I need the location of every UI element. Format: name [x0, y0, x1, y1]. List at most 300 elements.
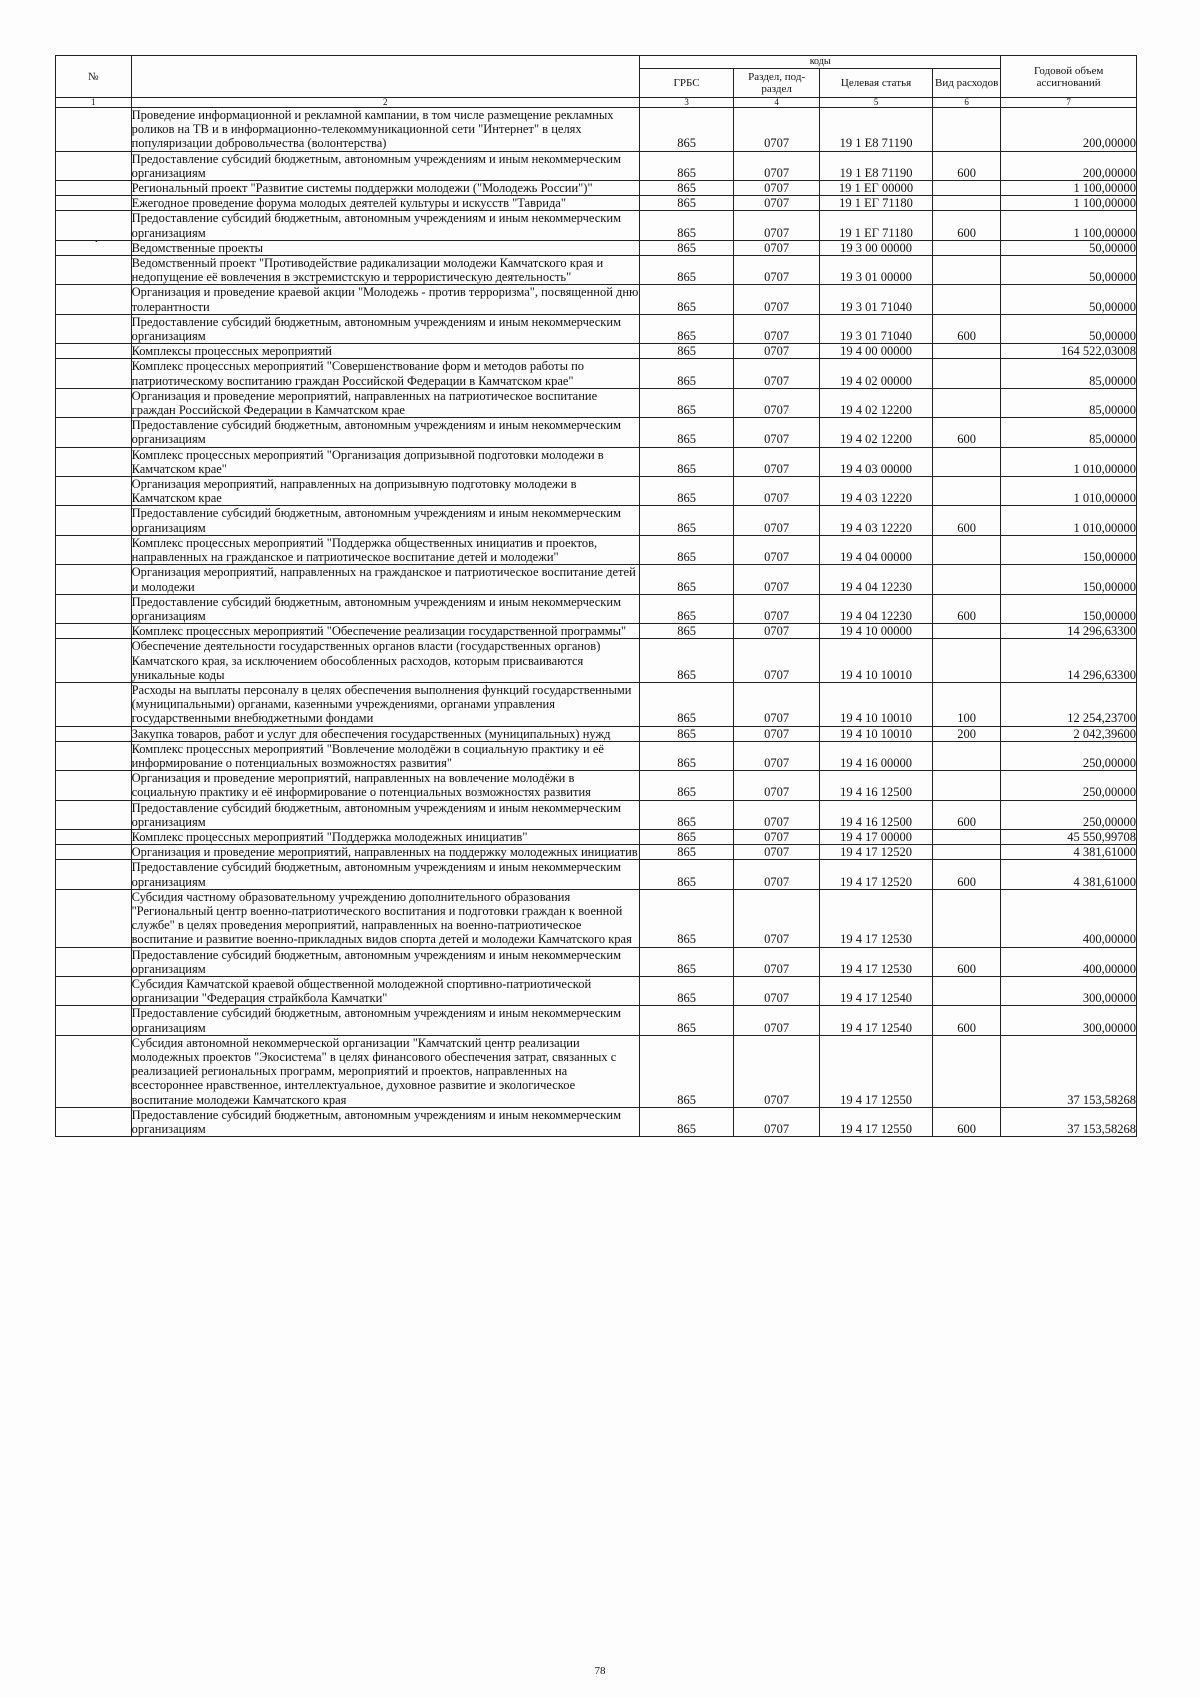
- cell-rz: 0707: [734, 285, 820, 314]
- cell-rz: 0707: [734, 344, 820, 359]
- cell-name: Предоставление субсидий бюджетным, автономным учреждениям и иным некоммерческим организациям: [131, 947, 639, 976]
- cell-cs: 19 4 10 10010: [820, 682, 933, 726]
- cell-name: Предоставление субсидий бюджетным, автономным учреждениям и иным некоммерческим организациям: [131, 1006, 639, 1035]
- cell-sum: 250,00000: [1001, 771, 1137, 800]
- cell-grbs: 865: [639, 726, 733, 741]
- cell-vr: [932, 1035, 1000, 1107]
- table-row: [56, 477, 1137, 506]
- cell-cs: 19 4 03 12220: [820, 506, 933, 535]
- colnum: 3: [639, 98, 733, 108]
- header-grbs: ГРБС: [639, 69, 733, 98]
- cell-rz: 0707: [734, 211, 820, 240]
- cell-vr: [932, 565, 1000, 594]
- cell-name: Субсидия частному образовательному учреждению дополнительного образования "Региональный центр военно-патриотического воспитания и подготовки граждан к военной службе" в целях проведения мероприятий, направленных на военно-патриотическое воспитание и развитие военно-прикладных видов спорта детей и молодежи Камчатского края: [131, 889, 639, 947]
- cell-num: [56, 1035, 132, 1107]
- cell-num: [56, 535, 132, 564]
- cell-sum: 50,00000: [1001, 256, 1137, 285]
- cell-vr: [932, 447, 1000, 476]
- cell-name: Предоставление субсидий бюджетным, автономным учреждениям и иным некоммерческим организациям: [131, 506, 639, 535]
- cell-sum: 1 010,00000: [1001, 506, 1137, 535]
- cell-sum: 1 100,00000: [1001, 211, 1137, 240]
- table-row: [56, 860, 1137, 889]
- cell-grbs: 865: [639, 196, 733, 211]
- cell-grbs: 865: [639, 1006, 733, 1035]
- table-row: [56, 1006, 1137, 1035]
- table-row: [56, 314, 1137, 343]
- cell-rz: 0707: [734, 535, 820, 564]
- cell-sum: 45 550,99708: [1001, 829, 1137, 844]
- cell-rz: 0707: [734, 860, 820, 889]
- colnum: 7: [1001, 98, 1137, 108]
- cell-vr: 600: [932, 800, 1000, 829]
- cell-sum: 1 100,00000: [1001, 181, 1137, 196]
- cell-cs: 19 4 16 12500: [820, 771, 933, 800]
- cell-sum: 50,00000: [1001, 314, 1137, 343]
- cell-cs: 19 3 01 00000: [820, 256, 933, 285]
- cell-vr: [932, 976, 1000, 1005]
- cell-vr: 600: [932, 594, 1000, 623]
- cell-grbs: 865: [639, 860, 733, 889]
- cell-num: [56, 1107, 132, 1136]
- cell-rz: 0707: [734, 108, 820, 152]
- cell-sum: 85,00000: [1001, 359, 1137, 388]
- cell-num: [56, 477, 132, 506]
- cell-cs: 19 4 03 00000: [820, 447, 933, 476]
- cell-num: [56, 211, 132, 240]
- table-row: [56, 344, 1137, 359]
- header-name: [131, 56, 639, 98]
- cell-num: [56, 240, 132, 255]
- cell-vr: [932, 741, 1000, 770]
- cell-vr: [932, 388, 1000, 417]
- cell-vr: 600: [932, 947, 1000, 976]
- table-row: [56, 947, 1137, 976]
- cell-sum: 37 153,58268: [1001, 1107, 1137, 1136]
- cell-num: [56, 151, 132, 180]
- cell-num: [56, 359, 132, 388]
- cell-name: Субсидия автономной некоммерческой организации "Камчатский центр реализации молодежных проектов "Экосистема" в целях финансового обеспечения затрат, связанных с реализацией региональных программ, мероприятий и проектов, направленных на всестороннее нравственное, интеллектуальное, духовное развитие и экологическое воспитание молодежи Камчатского края: [131, 1035, 639, 1107]
- cell-num: [56, 741, 132, 770]
- cell-rz: 0707: [734, 947, 820, 976]
- cell-rz: 0707: [734, 314, 820, 343]
- colnum: 5: [820, 98, 933, 108]
- cell-sum: 50,00000: [1001, 285, 1137, 314]
- cell-name: Предоставление субсидий бюджетным, автономным учреждениям и иным некоммерческим организациям: [131, 211, 639, 240]
- cell-rz: 0707: [734, 976, 820, 1005]
- cell-sum: 250,00000: [1001, 741, 1137, 770]
- cell-vr: 200: [932, 726, 1000, 741]
- cell-cs: 19 3 01 71040: [820, 314, 933, 343]
- table-row: [56, 1107, 1137, 1136]
- cell-cs: 19 4 02 00000: [820, 359, 933, 388]
- table-row: [56, 1035, 1137, 1107]
- cell-cs: 19 4 03 12220: [820, 477, 933, 506]
- cell-cs: 19 4 10 00000: [820, 624, 933, 639]
- cell-sum: 400,00000: [1001, 947, 1137, 976]
- cell-rz: 0707: [734, 181, 820, 196]
- cell-num: [56, 285, 132, 314]
- cell-sum: 14 296,63300: [1001, 639, 1137, 683]
- cell-num: [56, 976, 132, 1005]
- cell-name: Организация и проведение мероприятий, направленных на патриотическое воспитание граждан Российской Федерации в Камчатском крае: [131, 388, 639, 417]
- cell-sum: 250,00000: [1001, 800, 1137, 829]
- cell-cs: 19 4 17 12550: [820, 1107, 933, 1136]
- cell-sum: 1 100,00000: [1001, 196, 1137, 211]
- cell-num: [56, 388, 132, 417]
- cell-name: Ведомственный проект "Противодействие радикализации молодежи Камчатского края и недопущение её вовлечения в экстремистскую и террористическую деятельность": [131, 256, 639, 285]
- cell-cs: 19 1 ЕГ 71180: [820, 196, 933, 211]
- column-number-row: [56, 98, 1137, 108]
- cell-num: [56, 108, 132, 152]
- cell-name: Закупка товаров, работ и услуг для обеспечения государственных (муниципальных) нужд: [131, 726, 639, 741]
- cell-sum: 37 153,58268: [1001, 1035, 1137, 1107]
- cell-rz: 0707: [734, 829, 820, 844]
- cell-cs: 19 4 04 12230: [820, 594, 933, 623]
- cell-grbs: 865: [639, 565, 733, 594]
- cell-vr: 600: [932, 1006, 1000, 1035]
- cell-rz: 0707: [734, 771, 820, 800]
- cell-sum: 85,00000: [1001, 388, 1137, 417]
- cell-sum: 1 010,00000: [1001, 447, 1137, 476]
- table-row: [56, 256, 1137, 285]
- cell-cs: 19 4 17 12520: [820, 845, 933, 860]
- cell-grbs: 865: [639, 151, 733, 180]
- cell-vr: [932, 845, 1000, 860]
- colnum: 1: [56, 98, 132, 108]
- cell-name: Ведомственные проекты: [131, 240, 639, 255]
- table-row: [56, 889, 1137, 947]
- cell-vr: [932, 344, 1000, 359]
- table-row: [56, 506, 1137, 535]
- cell-grbs: 865: [639, 682, 733, 726]
- cell-rz: 0707: [734, 388, 820, 417]
- colnum: 2: [131, 98, 639, 108]
- colnum: 4: [734, 98, 820, 108]
- table-row: [56, 418, 1137, 447]
- cell-vr: 100: [932, 682, 1000, 726]
- cell-grbs: 865: [639, 285, 733, 314]
- cell-grbs: 865: [639, 1107, 733, 1136]
- cell-name: Комплекс процессных мероприятий "Вовлечение молодёжи в социальную практику и её информирование о потенциальных возможностях развития": [131, 741, 639, 770]
- table-row: [56, 565, 1137, 594]
- table-row: [56, 829, 1137, 844]
- cell-sum: 200,00000: [1001, 108, 1137, 152]
- cell-name: Предоставление субсидий бюджетным, автономным учреждениям и иным некоммерческим организациям: [131, 594, 639, 623]
- cell-cs: 19 4 17 12520: [820, 860, 933, 889]
- table-body: [56, 108, 1137, 1137]
- table-row: [56, 359, 1137, 388]
- cell-vr: [932, 624, 1000, 639]
- cell-name: Предоставление субсидий бюджетным, автономным учреждениям и иным некоммерческим организациям: [131, 418, 639, 447]
- cell-vr: [932, 181, 1000, 196]
- cell-vr: 600: [932, 506, 1000, 535]
- cell-vr: [932, 240, 1000, 255]
- cell-grbs: 865: [639, 947, 733, 976]
- cell-sum: 200,00000: [1001, 151, 1137, 180]
- cell-vr: 600: [932, 314, 1000, 343]
- cell-cs: 19 4 02 12200: [820, 388, 933, 417]
- cell-cs: 19 1 E8 71190: [820, 151, 933, 180]
- cell-vr: [932, 477, 1000, 506]
- table-row: [56, 741, 1137, 770]
- cell-name: Региональный проект "Развитие системы поддержки молодежи ("Молодежь России")": [131, 181, 639, 196]
- cell-name: Субсидия Камчатской краевой общественной молодежной спортивно-патриотической организации "Федерация страйкбола Камчатки": [131, 976, 639, 1005]
- cell-rz: 0707: [734, 506, 820, 535]
- cell-cs: 19 4 16 00000: [820, 741, 933, 770]
- cell-name: Предоставление субсидий бюджетным, автономным учреждениям и иным некоммерческим организациям: [131, 1107, 639, 1136]
- cell-cs: 19 4 17 12530: [820, 947, 933, 976]
- cell-name: Предоставление субсидий бюджетным, автономным учреждениям и иным некоммерческим организациям: [131, 314, 639, 343]
- cell-num: [56, 344, 132, 359]
- cell-rz: 0707: [734, 594, 820, 623]
- cell-grbs: 865: [639, 314, 733, 343]
- cell-vr: [932, 535, 1000, 564]
- cell-grbs: 865: [639, 741, 733, 770]
- cell-grbs: 865: [639, 1035, 733, 1107]
- cell-vr: 600: [932, 860, 1000, 889]
- header-codes: коды: [639, 56, 1000, 69]
- cell-cs: 19 4 04 00000: [820, 535, 933, 564]
- cell-grbs: 865: [639, 359, 733, 388]
- cell-rz: 0707: [734, 1107, 820, 1136]
- cell-rz: 0707: [734, 1035, 820, 1107]
- header-cs: Целевая статья: [820, 69, 933, 98]
- cell-cs: 19 4 17 12530: [820, 889, 933, 947]
- table-row: [56, 388, 1137, 417]
- cell-num: [56, 256, 132, 285]
- cell-cs: 19 3 00 00000: [820, 240, 933, 255]
- cell-name: Организация и проведение краевой акции "Молодежь - против терроризма", посвященной дню толерантности: [131, 285, 639, 314]
- header-sum: Годовой объем ассигнований: [1001, 56, 1137, 98]
- cell-grbs: 865: [639, 845, 733, 860]
- table-row: [56, 594, 1137, 623]
- cell-vr: [932, 256, 1000, 285]
- cell-cs: 19 4 17 12550: [820, 1035, 933, 1107]
- cell-cs: 19 4 10 10010: [820, 726, 933, 741]
- cell-num: [56, 418, 132, 447]
- cell-num: [56, 181, 132, 196]
- cell-cs: 19 4 16 12500: [820, 800, 933, 829]
- table-row: [56, 535, 1137, 564]
- cell-vr: [932, 829, 1000, 844]
- cell-num: [56, 682, 132, 726]
- table-row: [56, 151, 1137, 180]
- cell-grbs: 865: [639, 240, 733, 255]
- cell-grbs: 865: [639, 211, 733, 240]
- header-num: №: [56, 56, 132, 98]
- cell-num: [56, 506, 132, 535]
- table-row: [56, 447, 1137, 476]
- table-row: [56, 285, 1137, 314]
- cell-sum: 50,00000: [1001, 240, 1137, 255]
- cell-grbs: 865: [639, 256, 733, 285]
- cell-num: [56, 771, 132, 800]
- cell-vr: [932, 359, 1000, 388]
- colnum: 6: [932, 98, 1000, 108]
- cell-cs: 19 1 ЕГ 71180: [820, 211, 933, 240]
- table-row: [56, 976, 1137, 1005]
- cell-rz: 0707: [734, 741, 820, 770]
- table-row: [56, 639, 1137, 683]
- cell-sum: 150,00000: [1001, 594, 1137, 623]
- cell-rz: 0707: [734, 477, 820, 506]
- table-row: [56, 726, 1137, 741]
- cell-name: Комплекс процессных мероприятий "Совершенствование форм и методов работы по патриотическому воспитанию граждан Российской Федерации в Камчатском крае": [131, 359, 639, 388]
- cell-name: Предоставление субсидий бюджетным, автономным учреждениям и иным некоммерческим организациям: [131, 800, 639, 829]
- cell-grbs: 865: [639, 889, 733, 947]
- cell-grbs: 865: [639, 829, 733, 844]
- cell-vr: [932, 196, 1000, 211]
- cell-num: [56, 947, 132, 976]
- cell-num: [56, 889, 132, 947]
- cell-vr: 600: [932, 1107, 1000, 1136]
- cell-rz: 0707: [734, 624, 820, 639]
- cell-num: [56, 594, 132, 623]
- cell-rz: 0707: [734, 151, 820, 180]
- cell-sum: 400,00000: [1001, 889, 1137, 947]
- cell-num: [56, 565, 132, 594]
- cell-rz: 0707: [734, 196, 820, 211]
- cell-vr: [932, 108, 1000, 152]
- cell-vr: 600: [932, 418, 1000, 447]
- cell-vr: [932, 639, 1000, 683]
- cell-vr: 600: [932, 151, 1000, 180]
- cell-sum: 85,00000: [1001, 418, 1137, 447]
- cell-sum: 300,00000: [1001, 976, 1137, 1005]
- cell-rz: 0707: [734, 845, 820, 860]
- cell-name: Организация мероприятий, направленных на гражданское и патриотическое воспитание детей и молодежи: [131, 565, 639, 594]
- cell-num: [56, 196, 132, 211]
- cell-cs: 19 1 E8 71190: [820, 108, 933, 152]
- cell-num: [56, 624, 132, 639]
- cell-vr: 600: [932, 211, 1000, 240]
- cell-grbs: 865: [639, 506, 733, 535]
- cell-num: [56, 726, 132, 741]
- cell-name: Организация и проведение мероприятий, направленных на поддержку молодежных инициатив: [131, 845, 638, 860]
- header-vr: Вид расходов: [932, 69, 1000, 98]
- cell-cs: 19 3 01 71040: [820, 285, 933, 314]
- cell-name: Предоставление субсидий бюджетным, автономным учреждениям и иным некоммерческим организациям: [131, 151, 639, 180]
- cell-num: [56, 829, 132, 844]
- page-number: 78: [594, 1665, 606, 1677]
- cell-num: [56, 314, 132, 343]
- cell-grbs: 865: [639, 800, 733, 829]
- cell-rz: 0707: [734, 889, 820, 947]
- cell-rz: 0707: [734, 256, 820, 285]
- cell-sum: 300,00000: [1001, 1006, 1137, 1035]
- cell-grbs: 865: [639, 771, 733, 800]
- cell-cs: 19 4 10 10010: [820, 639, 933, 683]
- cell-name: Организация и проведение мероприятий, направленных на вовлечение молодёжи в социальную практику и её информирование о потенциальных возможностях развития: [131, 771, 639, 800]
- cell-sum: 14 296,63300: [1001, 624, 1137, 639]
- table-row: [56, 211, 1137, 240]
- cell-grbs: 865: [639, 418, 733, 447]
- cell-name: Комплекс процессных мероприятий "Поддержка общественных инициатив и проектов, направленных на гражданское и патриотическое воспитание детей и молодежи": [131, 535, 639, 564]
- cell-cs: 19 4 17 12540: [820, 976, 933, 1005]
- cell-rz: 0707: [734, 1006, 820, 1035]
- cell-cs: 19 4 02 12200: [820, 418, 933, 447]
- table-row: [56, 240, 1137, 255]
- cell-rz: 0707: [734, 800, 820, 829]
- cell-grbs: 865: [639, 181, 733, 196]
- table-row: [56, 800, 1137, 829]
- cell-grbs: 865: [639, 624, 733, 639]
- cell-name: Обеспечение деятельности государственных органов власти (государственных органов) Камчатского края, за исключением обособленных расходов, которым присваиваются уникальные коды: [131, 639, 639, 683]
- table-row: [56, 196, 1137, 211]
- cell-name: Комплекс процессных мероприятий "Организация допризывной подготовки молодежи в Камчатском крае": [131, 447, 639, 476]
- cell-grbs: 865: [639, 639, 733, 683]
- cell-sum: 2 042,39600: [1001, 726, 1137, 741]
- cell-name: Предоставление субсидий бюджетным, автономным учреждениям и иным некоммерческим организациям: [131, 860, 639, 889]
- cell-rz: 0707: [734, 240, 820, 255]
- cell-vr: [932, 889, 1000, 947]
- table-row: [56, 181, 1137, 196]
- cell-grbs: 865: [639, 447, 733, 476]
- cell-cs: 19 1 ЕГ 00000: [820, 181, 933, 196]
- cell-name: Организация мероприятий, направленных на допризывную подготовку молодежи в Камчатском крае: [131, 477, 639, 506]
- cell-name: Ежегодное проведение форума молодых деятелей культуры и искусств "Таврида": [131, 196, 639, 211]
- cell-grbs: 865: [639, 477, 733, 506]
- cell-name: Проведение информационной и рекламной кампании, в том числе размещение рекламных роликов на ТВ и в информационно-телекоммуникационной сети "Интернет" в целях популяризации добровольчества (волонтерства): [131, 108, 639, 152]
- cell-sum: 164 522,03008: [1001, 344, 1137, 359]
- cell-name: Расходы на выплаты персоналу в целях обеспечения выполнения функций государственными (муниципальными) органами, казенными учреждениями, органами управления государственными внебюджетными фондами: [131, 682, 639, 726]
- cell-grbs: 865: [639, 535, 733, 564]
- cell-sum: 1 010,00000: [1001, 477, 1137, 506]
- cell-grbs: 865: [639, 108, 733, 152]
- cell-sum: 4 381,61000: [1001, 845, 1137, 860]
- cell-num: [56, 800, 132, 829]
- cell-rz: 0707: [734, 726, 820, 741]
- table-row: [56, 108, 1137, 152]
- cell-vr: [932, 771, 1000, 800]
- cell-cs: 19 4 04 12230: [820, 565, 933, 594]
- cell-grbs: 865: [639, 594, 733, 623]
- cell-num: [56, 1006, 132, 1035]
- cell-num: [56, 860, 132, 889]
- cell-vr: [932, 285, 1000, 314]
- cell-sum: 150,00000: [1001, 535, 1137, 564]
- cell-grbs: 865: [639, 344, 733, 359]
- budget-table: [55, 55, 1137, 1137]
- stray-mark: ·: [94, 235, 99, 250]
- header-razdel: Раздел, под-раздел: [734, 69, 820, 98]
- table-row: [56, 682, 1137, 726]
- cell-grbs: 865: [639, 388, 733, 417]
- cell-rz: 0707: [734, 565, 820, 594]
- table-row: [56, 845, 1137, 860]
- cell-num: [56, 639, 132, 683]
- cell-name: Комплекс процессных мероприятий "Обеспечение реализации государственной программы": [131, 624, 639, 639]
- table-row: [56, 771, 1137, 800]
- cell-sum: 4 381,61000: [1001, 860, 1137, 889]
- cell-sum: 150,00000: [1001, 565, 1137, 594]
- cell-name: Комплексы процессных мероприятий: [131, 344, 639, 359]
- table-row: [56, 624, 1137, 639]
- cell-rz: 0707: [734, 447, 820, 476]
- cell-rz: 0707: [734, 418, 820, 447]
- cell-grbs: 865: [639, 976, 733, 1005]
- cell-num: [56, 845, 132, 860]
- cell-cs: 19 4 17 12540: [820, 1006, 933, 1035]
- cell-name: Комплекс процессных мероприятий "Поддержка молодежных инициатив": [131, 829, 639, 844]
- cell-rz: 0707: [734, 359, 820, 388]
- cell-rz: 0707: [734, 639, 820, 683]
- cell-cs: 19 4 00 00000: [820, 344, 933, 359]
- cell-num: [56, 447, 132, 476]
- cell-rz: 0707: [734, 682, 820, 726]
- cell-cs: 19 4 17 00000: [820, 829, 933, 844]
- cell-sum: 12 254,23700: [1001, 682, 1137, 726]
